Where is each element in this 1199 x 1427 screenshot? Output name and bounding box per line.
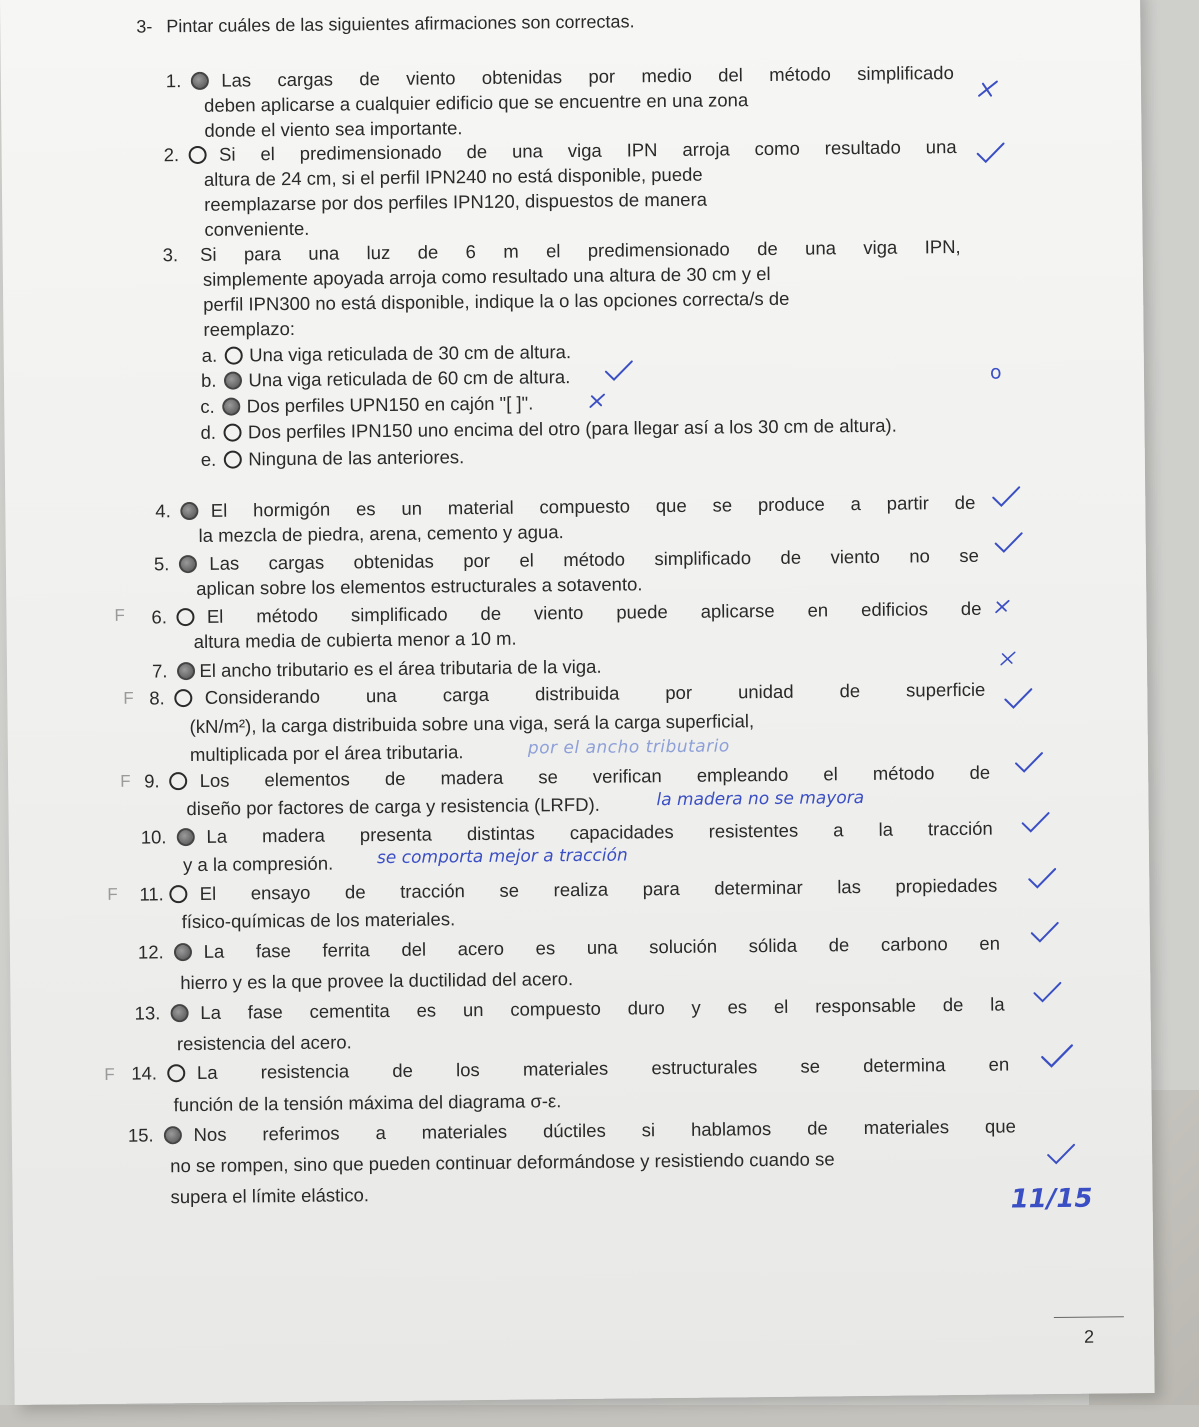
item-number: 10. — [140, 826, 167, 848]
item-text-cont: diseño por factores de carga y resistencia (LRFD). — [186, 793, 600, 820]
item-text: El método simplificado de viento puede aplicarse en edificios de — [206, 597, 982, 627]
answer-bubble-empty[interactable] — [224, 423, 242, 441]
option-text: Dos perfiles IPN150 uno encima del otro (para llegar así a los 30 cm de altura). — [247, 414, 897, 443]
item-text-cont: altura de 24 cm, si el perfil IPN240 no está disponible, puede — [203, 163, 703, 190]
option-letter: b. — [200, 369, 217, 391]
option-letter: a. — [201, 344, 218, 366]
item-text-cont: supera el límite elástico. — [170, 1184, 370, 1208]
item-text-cont: resistencia del acero. — [176, 1031, 352, 1055]
item-number: 14. — [131, 1062, 158, 1084]
f-mark: F — [104, 1064, 115, 1084]
option-letter: e. — [200, 448, 217, 470]
answer-bubble-filled[interactable] — [177, 661, 195, 679]
check-mark-icon — [1044, 1141, 1078, 1169]
f-mark: F — [114, 605, 125, 625]
item-text-cont: donde el viento sea importante. — [204, 117, 463, 141]
check-mark-icon — [602, 357, 636, 385]
item-text-cont: físico-químicas de los materiales. — [181, 908, 456, 933]
item-1 — [166, 60, 955, 143]
cross-mark-icon — [995, 647, 1021, 669]
item-text-cont: reemplazarse por dos perfiles IPN120, dispuestos de manera — [204, 188, 708, 215]
item-text: Considerando una carga distribuida por unidad de superficie — [204, 678, 986, 708]
item-number: 6. — [151, 606, 168, 628]
answer-bubble-empty[interactable] — [167, 1064, 185, 1082]
option-e — [201, 446, 465, 471]
option-text: Ninguna de las anteriores. — [248, 446, 465, 470]
question-number: 3- — [136, 16, 153, 37]
item-number: 3. — [162, 244, 179, 266]
item-4 — [155, 490, 975, 549]
item-text-cont: reemplazo: — [203, 317, 296, 340]
handwritten-note-10: se comporta mejor a tracción — [376, 845, 628, 869]
option-text: Una viga reticulada de 60 cm de altura. — [248, 366, 571, 391]
item-text-cont: simplemente apoyada arroja como resultado una altura de 30 cm y el — [202, 262, 771, 290]
item-number: 11. — [139, 883, 164, 905]
check-mark-icon — [1030, 979, 1064, 1007]
answer-bubble-empty[interactable] — [170, 772, 188, 790]
handwritten-note-8: por el ancho tributario — [527, 736, 730, 759]
item-number: 8. — [149, 687, 165, 709]
option-text: Dos perfiles UPN150 en cajón "[ ]". — [246, 392, 534, 417]
item-6 — [151, 596, 981, 655]
f-mark: F — [123, 688, 134, 708]
answer-bubble-filled[interactable] — [174, 943, 192, 961]
item-text-cont: conveniente. — [204, 217, 310, 240]
item-text: El ancho tributario es el área tributaria de la viga. — [199, 655, 602, 681]
item-text: Nos referimos a materiales dúctiles si hablamos de materiales que — [193, 1115, 1016, 1146]
item-text: El ensayo de tracción se realiza para determinar las propiedades — [199, 874, 998, 904]
item-text: Si el predimensionado de una viga IPN arroja como resultado una — [218, 135, 957, 165]
answer-bubble-filled[interactable] — [191, 71, 209, 89]
item-text: Los elementos de madera se verifican empleando el método de — [199, 761, 991, 791]
item-number: 5. — [153, 553, 170, 575]
item-text: La madera presenta distintas capacidades resistentes a la tracción — [206, 817, 993, 847]
check-mark-icon — [989, 483, 1023, 511]
item-14 — [131, 1051, 1010, 1117]
answer-bubble-empty[interactable] — [189, 145, 207, 163]
question-text: Pintar cuáles de las siguientes afirmaciones son correctas. — [166, 11, 635, 37]
option-b — [201, 366, 571, 392]
item-number: 15. — [127, 1124, 154, 1146]
item-12 — [138, 931, 1001, 996]
answer-bubble-filled[interactable] — [170, 1004, 188, 1022]
answer-bubble-empty[interactable] — [224, 450, 242, 468]
item-text: La fase ferrita del acero es una solución sólida de carbono en — [203, 932, 1001, 962]
item-text: El hormigón es un material compuesto que se produce a partir de — [210, 491, 976, 521]
option-d — [200, 415, 896, 444]
item-text-cont: aplican sobre los elementos estructurales a sotavento. — [196, 573, 643, 599]
option-letter: d. — [200, 421, 217, 443]
answer-bubble-filled[interactable] — [179, 554, 197, 572]
item-text-cont: (kN/m²), la carga distribuida sobre una viga, será la carga superficial, — [189, 710, 755, 738]
desk-background-bottom — [0, 1405, 1199, 1427]
item-number: 1. — [165, 70, 182, 92]
question-title — [136, 11, 634, 37]
item-11 — [139, 873, 998, 935]
item-text-cont: multiplicada por el área tributaria. — [189, 741, 464, 766]
f-mark: F — [107, 884, 118, 904]
item-text-cont: y a la compresión. — [182, 852, 334, 876]
check-mark-icon — [1012, 749, 1046, 777]
cross-mark-icon — [990, 595, 1014, 617]
item-text: Las cargas de viento obtenidas por medio del método simplificado — [221, 62, 954, 91]
item-number: 13. — [134, 1002, 161, 1024]
f-mark: F — [120, 771, 131, 791]
check-mark-icon — [1037, 1041, 1077, 1073]
item-number: 12. — [137, 941, 164, 963]
cross-mark-icon — [584, 390, 610, 412]
answer-bubble-empty[interactable] — [177, 607, 195, 625]
item-text-cont: la mezcla de piedra, arena, cemento y agua. — [198, 521, 564, 546]
item-number: 2. — [163, 144, 180, 166]
item-text-cont: perfil IPN300 no está disponible, indique la o las opciones correcta/s de — [203, 287, 790, 315]
item-text-cont: función de la tensión máxima del diagrama σ-ε. — [173, 1090, 562, 1116]
score: 11/15 — [1010, 1183, 1093, 1215]
item-text: La resistencia de los materiales estructurales se determina en — [196, 1053, 1010, 1083]
item-text-cont: deben aplicarse a cualquier edificio que se encuentre en una zona — [204, 89, 749, 116]
cross-mark-icon — [971, 75, 1005, 103]
answer-bubble-filled[interactable] — [176, 828, 194, 846]
item-text-cont: hierro y es la que provee la ductilidad del acero. — [180, 968, 574, 994]
item-text: La fase cementita es un compuesto duro y es el responsable de la — [200, 993, 1005, 1023]
item-text: Si para una luz de 6 m el predimensionado de una viga IPN, — [200, 235, 961, 265]
page-number-rule — [1054, 1316, 1124, 1318]
item-13 — [134, 992, 1005, 1057]
answer-bubble-empty[interactable] — [225, 346, 243, 364]
item-2 — [163, 134, 957, 242]
check-mark-icon — [1001, 685, 1035, 713]
check-mark-icon — [1019, 809, 1053, 837]
item-number: 4. — [155, 500, 171, 522]
handwritten-circle-mark: o — [989, 361, 1002, 384]
option-text: Una viga reticulada de 30 cm de altura. — [249, 341, 572, 366]
answer-bubble-empty[interactable] — [175, 689, 193, 707]
item-text-cont: altura media de cubierta menor a 10 m. — [193, 627, 517, 653]
item-text: Las cargas obtenidas por el método simplificado de viento no se — [209, 544, 979, 574]
answer-bubble-filled[interactable] — [181, 501, 199, 519]
item-15 — [128, 1113, 1017, 1209]
answer-bubble-empty[interactable] — [170, 885, 188, 903]
page-number: 2 — [1083, 1326, 1095, 1347]
option-a — [202, 341, 572, 367]
check-mark-icon — [974, 139, 1008, 167]
item-5 — [154, 543, 979, 602]
item-3 — [163, 234, 962, 342]
check-mark-icon — [992, 529, 1026, 557]
handwritten-note-9: la madera no se mayora — [656, 787, 865, 811]
answer-bubble-filled[interactable] — [164, 1126, 182, 1144]
option-letter: c. — [200, 395, 215, 417]
item-number: 7. — [151, 660, 168, 682]
check-mark-icon — [1025, 865, 1059, 893]
option-c — [200, 392, 533, 417]
item-number: 9. — [144, 770, 160, 792]
answer-bubble-filled[interactable] — [224, 371, 242, 389]
answer-bubble-filled[interactable] — [223, 398, 241, 416]
check-mark-icon — [1028, 919, 1062, 947]
item-text-cont: no se rompen, sino que pueden continuar deformándose y resistiendo cuando se — [170, 1148, 835, 1177]
